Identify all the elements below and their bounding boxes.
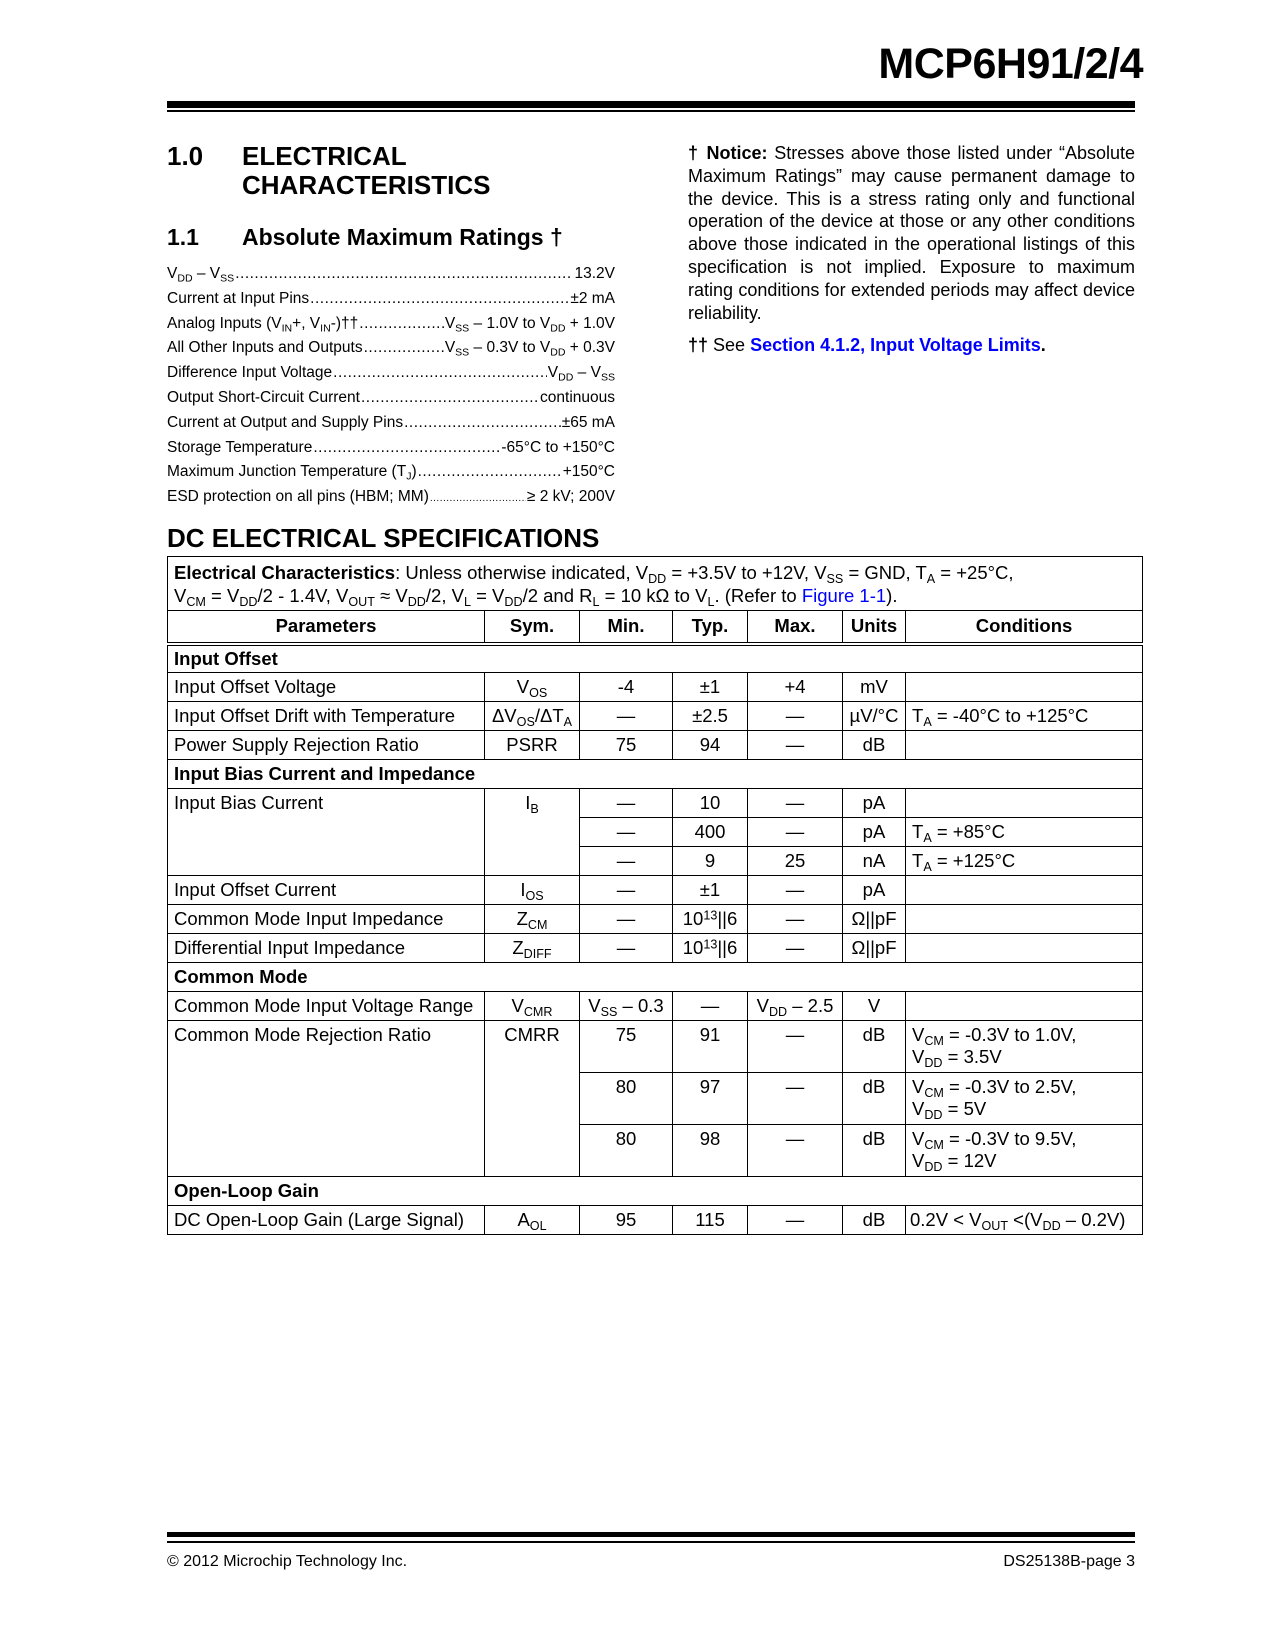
footer-copyright: © 2012 Microchip Technology Inc.	[167, 1553, 408, 1570]
col-min: Min.	[580, 611, 673, 644]
rating-esd	[167, 488, 615, 513]
rating-value: $V_{SS} - 1.0V$ to $V_{DD} + 1.0V$	[444, 314, 615, 334]
table-row: Power Supply Rejection Ratio PSRR 75 94 — dB	[168, 731, 1143, 760]
rating-label: Maximum Junction Temperature $(T_J)$	[167, 463, 417, 483]
col-conditions: Conditions	[906, 611, 1143, 644]
col-max: Max.	[748, 611, 843, 644]
rating-analog-inputs	[167, 315, 615, 340]
rating-junction-temp	[167, 463, 615, 488]
rating-output-current	[167, 414, 615, 439]
section-row: Input Bias Current and Impedance	[168, 760, 1143, 789]
rating-label: All Other Inputs and Outputs	[167, 339, 363, 357]
rating-other-io	[167, 339, 615, 364]
table-row: 80 98 — dB $V_{CM} = -0.3V$ to 9.5V, $V_{DD} = 12V$	[168, 1125, 1143, 1177]
rating-value: ±65 mA	[561, 413, 615, 431]
conditions-header-row	[168, 557, 1143, 611]
table-row: Input Offset Drift with Temperature $\Delta V_{OS}/\Delta T_A$ — ±2.5 — µV/°C $T_A = -40^\circ C$ to +125°C	[168, 702, 1143, 731]
notice-block	[688, 142, 1135, 357]
ratings-list	[167, 265, 615, 513]
section-row: Open-Loop Gain	[168, 1177, 1143, 1206]
rating-value: +150°C	[562, 463, 615, 481]
rating-input-current	[167, 290, 615, 315]
table-row: 80 97 — dB $V_{CM} = -0.3V$ to 2.5V, $V_{DD} = 5V$	[168, 1073, 1143, 1125]
table-row: DC Open-Loop Gain (Large Signal) $A_{OL}$ 95 115 — dB $0.2V < V_{OUT} <(V_{DD} - 0.2V)$	[168, 1206, 1143, 1235]
section-link[interactable]: Section 4.1.2, Input Voltage Limits	[750, 335, 1041, 356]
rating-label: Current at Input Pins	[167, 289, 310, 307]
footer-page-number: DS25138B-page 3	[1003, 1553, 1135, 1570]
header-rule-thick	[167, 101, 1135, 108]
table-row: Input Bias Current $I_B$ — 10 — pA	[168, 789, 1143, 818]
rating-value: continuous	[540, 388, 615, 406]
rating-label: Current at Output and Supply Pins	[167, 413, 404, 431]
table-row: — 400 — pA $T_A = +85^\circ C$	[168, 818, 1143, 847]
footer-rule-thin	[167, 1541, 1135, 1543]
rating-label: Storage Temperature	[167, 438, 313, 456]
subsection-number: 1.1	[167, 224, 199, 250]
table-title: DC ELECTRICAL SPECIFICATIONS	[167, 523, 600, 553]
section-row: Input Offset	[168, 644, 1143, 673]
table-row: Common Mode Input Impedance $Z_{CM}$ — $10^{13}||6$ — Ω||pF	[168, 905, 1143, 934]
rating-label: Analog Inputs ($V_{IN}+$, $V_{IN}-)\dagger\dagger$	[167, 314, 359, 334]
col-sym: Sym.	[485, 611, 580, 644]
electrical-characteristics-note: Electrical Characteristics: Unless otherwise indicated, $V_{DD} = +3.5V$ to +12V, $V_{SS}$ = GND, $T_A = +25^\circ C$, $V_{CM} = V_{DD}/2 - 1.4V$, $V_{OUT} \approx V_{DD}/2$, $V_L = V_{DD}/2$ and $R_L = 10$ kΩ to $V_L$. (Refer to Figure 1-1).	[168, 557, 1143, 611]
table-row: — 9 25 nA $T_A = +125^\circ C$	[168, 847, 1143, 876]
notice-text: Stresses above those listed under “Absolute Maximum Ratings” may cause permanent damage to the device. This is a stress rating only and functional operation of the device at those or any other conditions above those indicated in the operational listings of this specification is not implied. Exposure to maximum rating conditions for extended periods may affect device reliability.	[688, 143, 1135, 323]
rating-storage-temp	[167, 439, 615, 464]
rating-diff-input	[167, 364, 615, 389]
rating-label: ESD protection on all pins (HBM; MM)	[167, 488, 429, 506]
note-double-dagger: †† See Section 4.1.2, Input Voltage Limits.	[688, 335, 1046, 356]
rating-value: $V_{SS} - 0.3V$ to $V_{DD} + 0.3V$	[444, 339, 615, 359]
col-units: Units	[843, 611, 906, 644]
notice-paragraph	[688, 142, 1135, 324]
figure-link[interactable]: Figure 1-1	[801, 585, 887, 606]
table-row: Common Mode Rejection Ratio CMRR 75 91 — dB $V_{CM} = -0.3V$ to 1.0V, $V_{DD} = 3.5V$	[168, 1021, 1143, 1073]
rating-value: ±2 mA	[570, 289, 615, 307]
rating-label: Difference Input Voltage	[167, 364, 333, 382]
section-number: 1.0	[167, 141, 204, 171]
column-header-row	[168, 611, 1143, 644]
rating-value: $V_{DD} - V_{SS}$	[547, 364, 615, 384]
rating-vdd-vss	[167, 265, 615, 290]
rating-value: 13.2V	[574, 265, 615, 282]
table-row: Input Offset Current $I_{OS}$ — ±1 — pA	[168, 876, 1143, 905]
footer-rule-thick	[167, 1532, 1135, 1537]
subsection-heading	[167, 224, 607, 254]
rating-value: -65°C to +150°C	[501, 438, 615, 456]
section-title: ELECTRICAL CHARACTERISTICS	[242, 141, 491, 200]
rating-label: $V_{DD} - V_{SS}$	[167, 265, 235, 285]
col-parameters: Parameters	[168, 611, 485, 644]
subsection-title: Absolute Maximum Ratings †	[242, 224, 563, 250]
rating-label: Output Short-Circuit Current	[167, 388, 360, 406]
document-title: MCP6H91/2/4	[878, 40, 1143, 88]
col-typ: Typ.	[673, 611, 748, 644]
table-row: Common Mode Input Voltage Range $V_{CMR}$ $V_{SS} - 0.3$ — $V_{DD} - 2.5$ V	[168, 992, 1143, 1021]
header-rule-thin	[167, 110, 1135, 112]
section-heading	[167, 142, 607, 202]
spec-table	[167, 556, 1143, 1235]
notice-label: † Notice:	[688, 143, 768, 163]
rating-short-circuit	[167, 389, 615, 414]
rating-value: ≥ 2 kV; 200V	[526, 488, 615, 506]
table-row: Differential Input Impedance $Z_{DIFF}$ — $10^{13}||6$ — Ω||pF	[168, 934, 1143, 963]
section-row: Common Mode	[168, 963, 1143, 992]
table-row: Input Offset Voltage $V_{OS}$ -4 ±1 +4 mV	[168, 673, 1143, 702]
